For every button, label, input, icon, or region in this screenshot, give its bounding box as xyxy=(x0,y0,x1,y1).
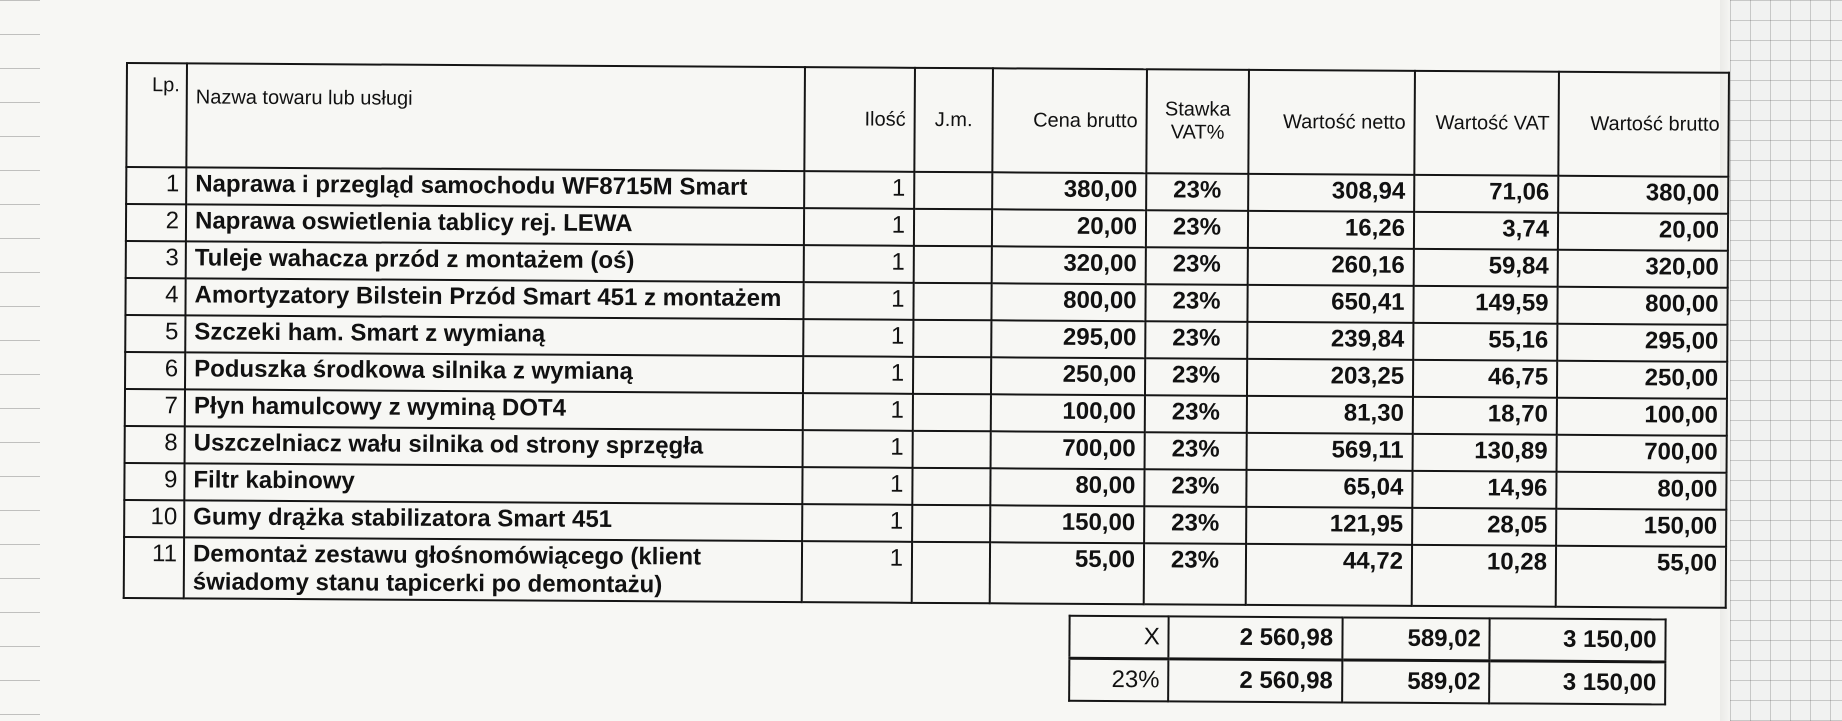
cell-net: 81,30 xyxy=(1247,396,1413,434)
cell-net: 650,41 xyxy=(1247,285,1413,323)
cell-unit xyxy=(914,209,992,246)
cell-gross: 380,00 xyxy=(1558,176,1728,214)
cell-vat: 10,28 xyxy=(1412,545,1556,607)
cell-qty: 1 xyxy=(802,467,912,505)
cell-qty: 1 xyxy=(804,171,914,209)
graph-paper-right xyxy=(1730,0,1842,721)
cell-vat-rate: 23% xyxy=(1145,395,1247,433)
cell-qty: 1 xyxy=(803,282,913,320)
cell-gross: 100,00 xyxy=(1557,398,1727,436)
cell-net: 569,11 xyxy=(1247,433,1413,471)
cell-unit xyxy=(914,246,992,283)
cell-name: Demontaż zestawu głośnomówiącego (klient świadomy stanu tapicerki po demontażu) xyxy=(184,537,802,602)
cell-unit xyxy=(912,505,990,542)
totals-row xyxy=(1069,616,1665,662)
cell-qty: 1 xyxy=(803,319,913,357)
cell-unit xyxy=(912,468,990,505)
header-lp: Lp. xyxy=(126,63,187,167)
cell-unit xyxy=(913,357,991,394)
cell-net: 65,04 xyxy=(1246,470,1412,508)
graph-paper-left xyxy=(0,0,40,721)
total-net: 2 560,98 xyxy=(1168,659,1342,703)
cell-lp: 7 xyxy=(125,389,185,426)
total-gross: 3 150,00 xyxy=(1490,661,1666,705)
cell-lp: 10 xyxy=(124,500,184,537)
cell-lp: 11 xyxy=(124,537,184,599)
cell-price: 295,00 xyxy=(991,320,1145,358)
cell-gross: 20,00 xyxy=(1558,213,1728,251)
cell-vat-rate: 23% xyxy=(1144,469,1246,507)
totals-row xyxy=(1069,658,1665,704)
cell-vat: 3,74 xyxy=(1414,212,1558,250)
cell-net: 239,84 xyxy=(1247,322,1413,360)
cell-vat-rate: 23% xyxy=(1145,432,1247,470)
cell-price: 800,00 xyxy=(991,283,1145,321)
cell-vat-rate: 23% xyxy=(1144,506,1246,544)
cell-qty: 1 xyxy=(803,393,913,431)
cell-vat: 55,16 xyxy=(1413,323,1557,361)
cell-lp: 6 xyxy=(125,352,185,389)
cell-net: 44,72 xyxy=(1246,544,1412,606)
cell-gross: 55,00 xyxy=(1556,546,1726,608)
cell-lp: 5 xyxy=(125,315,185,352)
cell-gross: 80,00 xyxy=(1556,472,1726,510)
cell-net: 203,25 xyxy=(1247,359,1413,397)
invoice-items-table xyxy=(123,62,1730,609)
cell-name: Naprawa oswietlenia tablicy rej. LEWA xyxy=(186,204,804,245)
cell-vat-rate: 23% xyxy=(1145,358,1247,396)
cell-vat-rate: 23% xyxy=(1145,321,1247,359)
cell-vat-rate: 23% xyxy=(1145,284,1247,322)
cell-net: 308,94 xyxy=(1248,174,1414,212)
cell-unit xyxy=(913,431,991,468)
header-unit: J.m. xyxy=(914,68,993,172)
cell-name: Poduszka środkowa silnika z wymianą xyxy=(185,352,803,393)
cell-name: Szczeki ham. Smart z wymianą xyxy=(185,315,803,356)
header-net: Wartość netto xyxy=(1248,70,1415,175)
total-rate: X xyxy=(1069,616,1169,659)
cell-gross: 320,00 xyxy=(1558,250,1728,288)
cell-qty: 1 xyxy=(802,541,912,603)
total-gross: 3 150,00 xyxy=(1490,619,1666,663)
cell-vat: 149,59 xyxy=(1413,286,1557,324)
cell-unit xyxy=(913,283,991,320)
header-vat-rate: Stawka VAT% xyxy=(1146,69,1249,174)
cell-vat: 28,05 xyxy=(1412,508,1556,546)
cell-name: Naprawa i przegląd samochodu WF8715M Smart xyxy=(186,167,804,208)
cell-vat-rate: 23% xyxy=(1144,543,1246,605)
cell-price: 20,00 xyxy=(992,209,1146,247)
cell-price: 100,00 xyxy=(991,394,1145,432)
cell-gross: 150,00 xyxy=(1556,509,1726,547)
cell-qty: 1 xyxy=(804,208,914,246)
cell-vat: 46,75 xyxy=(1413,360,1557,398)
cell-lp: 3 xyxy=(126,241,186,278)
table-header-row xyxy=(126,63,1729,177)
cell-gross: 295,00 xyxy=(1557,324,1727,362)
cell-vat-rate: 23% xyxy=(1146,210,1248,248)
cell-price: 55,00 xyxy=(990,542,1144,604)
cell-vat: 14,96 xyxy=(1412,471,1556,509)
cell-qty: 1 xyxy=(804,245,914,283)
cell-price: 150,00 xyxy=(990,505,1144,543)
cell-gross: 800,00 xyxy=(1557,287,1727,325)
cell-unit xyxy=(912,542,990,604)
totals-table xyxy=(1068,615,1667,706)
cell-price: 700,00 xyxy=(991,431,1145,469)
cell-lp: 9 xyxy=(124,463,184,500)
cell-lp: 2 xyxy=(126,204,186,241)
cell-price: 380,00 xyxy=(992,172,1146,210)
cell-name: Uszczelniacz wału silnika od strony sprzęgła xyxy=(185,426,803,467)
cell-price: 250,00 xyxy=(991,357,1145,395)
cell-net: 260,16 xyxy=(1248,248,1414,286)
cell-price: 80,00 xyxy=(990,468,1144,506)
cell-gross: 250,00 xyxy=(1557,361,1727,399)
header-name: Nazwa towaru lub usługi xyxy=(186,63,805,171)
cell-vat: 18,70 xyxy=(1413,397,1557,435)
cell-net: 121,95 xyxy=(1246,507,1412,545)
total-vat: 589,02 xyxy=(1342,660,1490,703)
cell-qty: 1 xyxy=(803,356,913,394)
cell-gross: 700,00 xyxy=(1557,435,1727,473)
cell-name: Gumy drążka stabilizatora Smart 451 xyxy=(184,500,802,541)
table-row xyxy=(124,537,1726,608)
cell-unit xyxy=(913,394,991,431)
cell-lp: 1 xyxy=(126,167,186,204)
header-gross: Wartość brutto xyxy=(1558,72,1729,177)
total-net: 2 560,98 xyxy=(1169,617,1343,661)
cell-name: Amortyzatory Bilstein Przód Smart 451 z montażem xyxy=(185,278,803,319)
header-price: Cena brutto xyxy=(992,68,1147,173)
total-rate: 23% xyxy=(1069,658,1169,701)
header-qty: Ilość xyxy=(804,67,915,172)
cell-name: Płyn hamulcowy z wyminą DOT4 xyxy=(185,389,803,430)
invoice-items-section xyxy=(122,62,1720,706)
cell-vat: 59,84 xyxy=(1414,249,1558,287)
cell-vat-rate: 23% xyxy=(1146,247,1248,285)
cell-lp: 8 xyxy=(125,426,185,463)
cell-qty: 1 xyxy=(803,430,913,468)
cell-net: 16,26 xyxy=(1248,211,1414,249)
cell-vat: 130,89 xyxy=(1413,434,1557,472)
cell-vat: 71,06 xyxy=(1414,175,1558,213)
cell-qty: 1 xyxy=(802,504,912,542)
total-vat: 589,02 xyxy=(1342,618,1490,661)
cell-name: Filtr kabinowy xyxy=(184,463,802,504)
cell-unit xyxy=(914,172,992,209)
cell-vat-rate: 23% xyxy=(1146,173,1248,211)
cell-price: 320,00 xyxy=(992,246,1146,284)
header-vat: Wartość VAT xyxy=(1414,71,1559,176)
cell-lp: 4 xyxy=(125,278,185,315)
cell-name: Tuleje wahacza przód z montażem (oś) xyxy=(186,241,804,282)
cell-unit xyxy=(913,320,991,357)
